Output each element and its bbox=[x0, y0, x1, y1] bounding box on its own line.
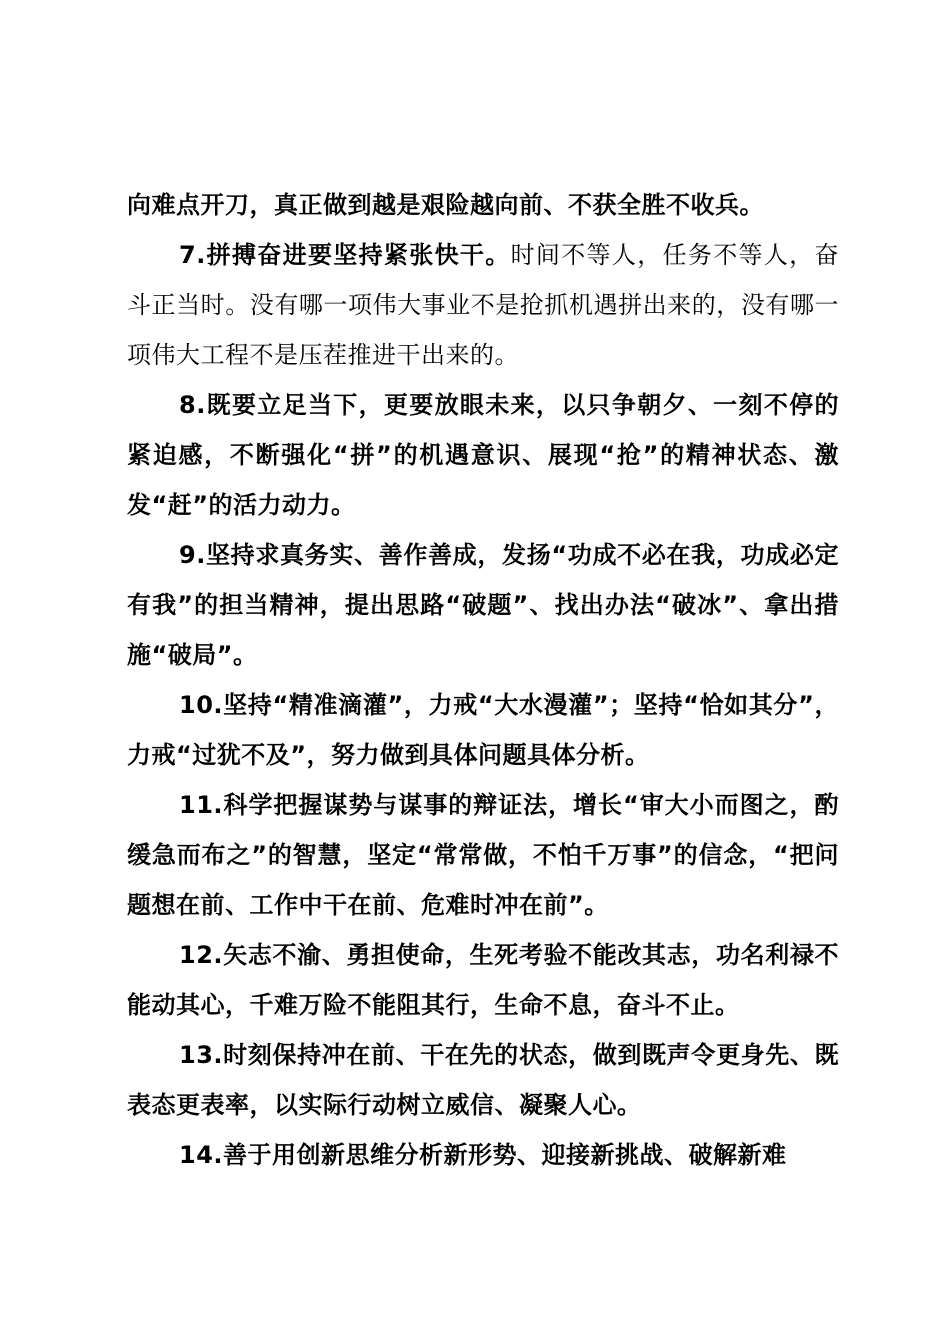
paragraph-7-heading: 7.拼搏奋进要坚持紧张快干。 bbox=[179, 241, 511, 269]
paragraph-10 bbox=[127, 680, 839, 780]
paragraph-6-continuation bbox=[127, 180, 839, 230]
paragraph-14 bbox=[127, 1130, 839, 1180]
paragraph-13-text: 13.时刻保持冲在前、干在先的状态，做到既声令更身先、既表态更表率，以实际行动树立威信、凝聚人心。 bbox=[127, 1041, 839, 1119]
paragraph-12-text: 12.矢志不渝、勇担使命，生死考验不能改其志，功名利禄不能动其心，千难万险不能阻其行，生命不息，奋斗不止。 bbox=[127, 941, 839, 1019]
paragraph-8 bbox=[127, 380, 839, 530]
paragraph-7-body: 时间不等人，任务不等人，奋斗正当时。没有哪一项伟大事业不是抢抓机遇拼出来的，没有哪一项伟大工程不是压茬推进干出来的。 bbox=[127, 241, 839, 369]
paragraph-10-text: 10.坚持“精准滴灌”，力戒“大水漫灌”；坚持“恰如其分”，力戒“过犹不及”，努力做到具体问题具体分析。 bbox=[127, 691, 839, 769]
paragraph-8-text: 8.既要立足当下，更要放眼未来，以只争朝夕、一刻不停的紧迫感，不断强化“拼”的机遇意识、展现“抢”的精神状态、激发“赶”的活力动力。 bbox=[127, 391, 839, 519]
paragraph-9 bbox=[127, 530, 839, 680]
document-page bbox=[127, 180, 839, 1180]
paragraph-12 bbox=[127, 930, 839, 1030]
paragraph-7 bbox=[127, 230, 839, 380]
paragraph-9-text: 9.坚持求真务实、善作善成，发扬“功成不必在我，功成必定有我”的担当精神，提出思路“破题”、找出办法“破冰”、拿出措施“破局”。 bbox=[127, 541, 839, 669]
paragraph-6-continuation-bold: 向难点开刀，真正做到越是艰险越向前、不获全胜不收兵。 bbox=[127, 191, 764, 219]
paragraph-11 bbox=[127, 780, 839, 930]
paragraph-11-text: 11.科学把握谋势与谋事的辩证法，增长“审大小而图之，酌缓急而布之”的智慧，坚定“常常做，不怕千万事”的信念，“把问题想在前、工作中干在前、危难时冲在前”。 bbox=[127, 791, 839, 919]
paragraph-14-text: 14.善于用创新思维分析新形势、迎接新挑战、破解新难 bbox=[179, 1141, 787, 1169]
paragraph-13 bbox=[127, 1030, 839, 1130]
